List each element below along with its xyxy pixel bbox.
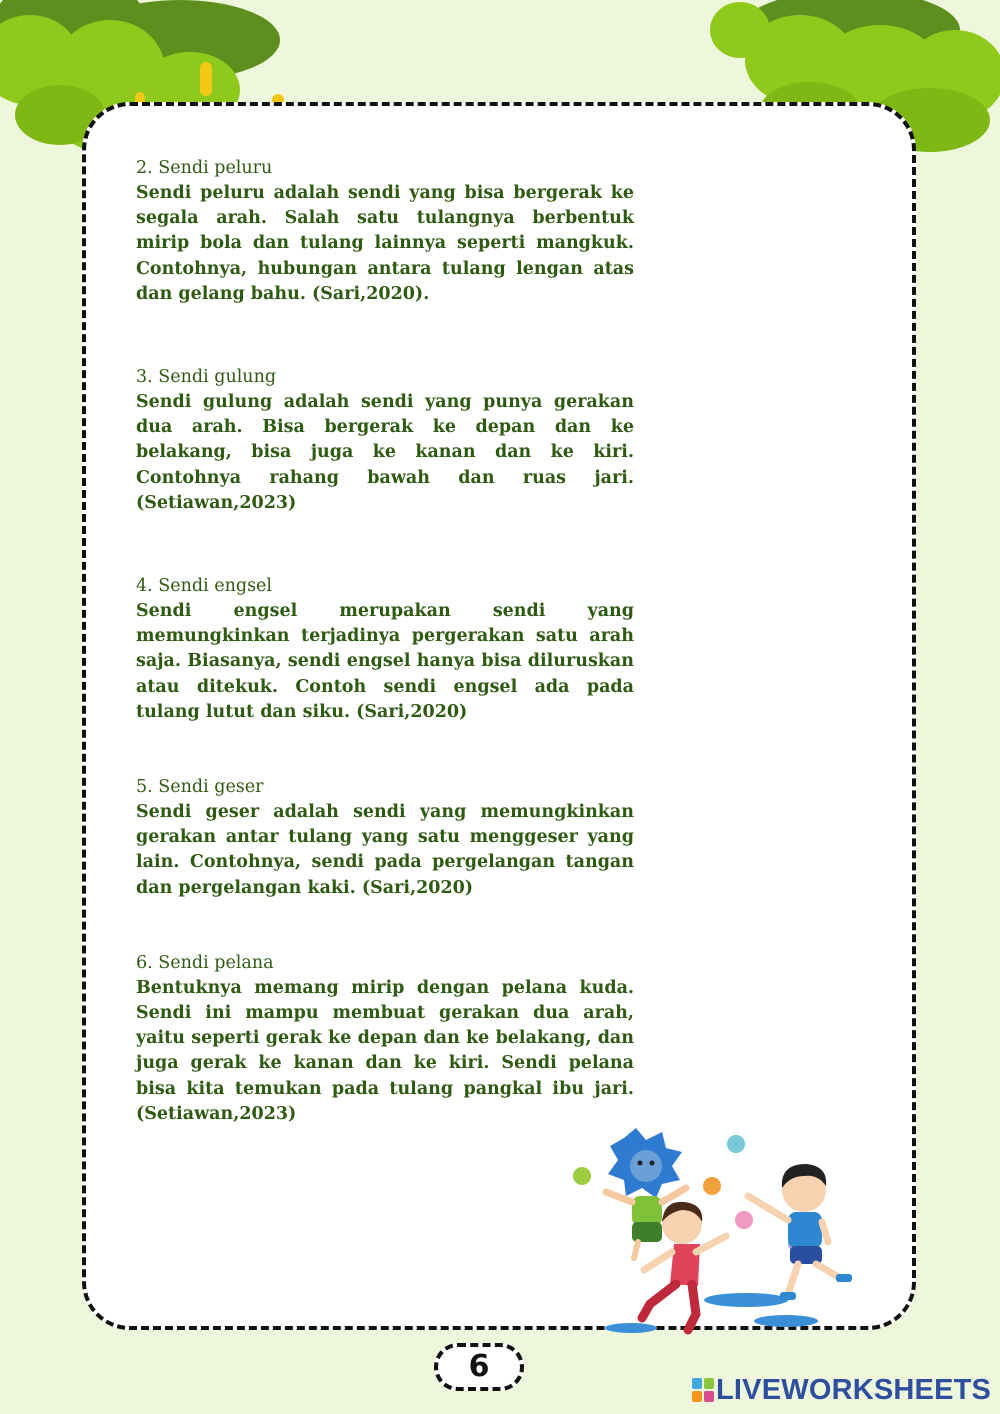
section-body: Bentuknya memang mirip dengan pelana kuda. Sendi ini mampu membuat gerakan dua arah, yaitu seperti gerak ke depan dan ke belakang, dan juga gerak ke kanan dan ke kiri. Sendi pelana bisa kita temukan pada tulang pangkal ibu jari. (Setiawan,2023) bbox=[136, 977, 634, 1124]
section-title: 2. Sendi peluru bbox=[136, 158, 273, 178]
section-title: 5. Sendi geser bbox=[136, 777, 264, 798]
liveworksheets-logo-icon bbox=[692, 1378, 714, 1402]
section-sendi-pelana bbox=[136, 951, 634, 1127]
section-body: Sendi engsel merupakan sendi yang memungkinkan terjadinya pergerakan satu arah saja. Biasanya, sendi engsel hanya bisa diluruskan atau ditekuk. Contoh sendi engsel ada pada tulang lutut dan siku. (Sari,2020) bbox=[136, 601, 634, 722]
section-body: Sendi gulung adalah sendi yang punya gerakan dua arah. Bisa bergerak ke depan dan ke belakang, bisa juga ke kanan dan ke kiri. Contohnya rahang bawah dan ruas jari. (Setiawan,2023) bbox=[136, 392, 634, 513]
section-title: 4. Sendi engsel bbox=[136, 576, 273, 597]
children-water-balloon-illustration bbox=[566, 1118, 866, 1348]
text-content bbox=[136, 156, 634, 1185]
brand-name: LIVEWORKSHEETS bbox=[716, 1374, 992, 1406]
section-sendi-engsel bbox=[136, 574, 634, 725]
section-sendi-gulung bbox=[136, 365, 634, 516]
page-number: 6 bbox=[434, 1343, 524, 1391]
section-title: 6. Sendi pelana bbox=[136, 952, 274, 973]
section-sendi-geser bbox=[136, 775, 634, 901]
section-body: Sendi geser adalah sendi yang memungkinkan gerakan antar tulang yang satu menggeser yang lain. Contohnya, sendi pada pergelangan tangan dan pergelangan kaki. (Sari,2020) bbox=[136, 802, 634, 898]
section-sendi-peluru bbox=[136, 156, 634, 307]
section-body: Sendi peluru adalah sendi yang bisa bergerak ke segala arah. Salah satu tulangnya berbentuk mirip bola dan tulang lainnya seperti mangkuk. Contohnya, hubungan antara tulang lengan atas dan gelang bahu. (Sari,2020). bbox=[136, 183, 634, 304]
section-title: 3. Sendi gulung bbox=[136, 367, 277, 388]
